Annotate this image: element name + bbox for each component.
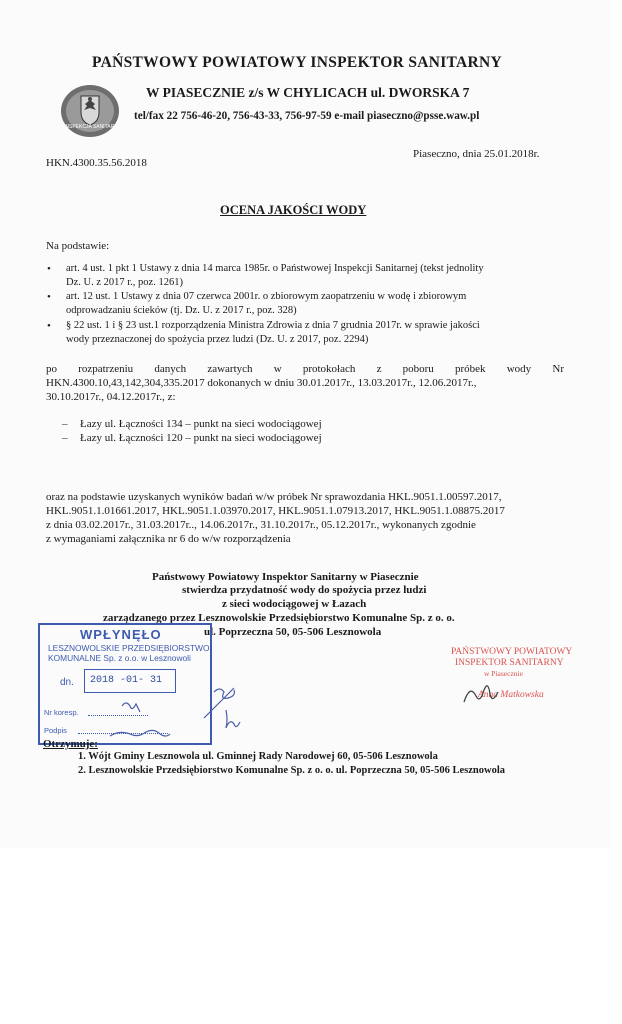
recipients-label: Otrzymuje: (43, 738, 98, 750)
sampling-point-2: Łazy ul. Łączności 120 – punkt na sieci wodociągowej (80, 432, 322, 444)
recipient-2: 2. Lesznowolskie Przedsiębiorstwo Komunalne Sp. z o. o. ul. Poprzeczna 50, 05-506 Lesznowola (78, 765, 505, 776)
header-title: PAŃSTWOWY POWIATOWY INSPEKTOR SANITARNY (92, 54, 503, 71)
results-line1: oraz na podstawie uzyskanych wyników badań w/w próbek Nr sprawozdania HKL.9051.1.00597.2017, (46, 491, 502, 503)
results-line4: z wymaganiami załącznika nr 6 do w/w rozporządzenia (46, 533, 291, 545)
sampling-point-1: Łazy ul. Łączności 134 – punkt na sieci wodociągowej (80, 418, 322, 430)
basis-item-2-line2: odprowadzaniu ścieków (tj. Dz. U. z 2017 r., poz. 328) (66, 305, 297, 316)
decision-line2: stwierdza przydatność wody do spożycia przez ludzi (182, 584, 427, 596)
after-line1: po rozpatrzeniu danych zawartych w protokołach z poboru próbek wody Nr (46, 363, 564, 375)
stamp-podpis-label: Podpis (44, 726, 67, 735)
basis-item-3-line1: § 22 ust. 1 i § 23 ust.1 rozporządzenia Ministra Zdrowia z dnia 7 grudnia 2017r. w sprawie jakości (66, 320, 480, 331)
place-date: Piaseczno, dnia 25.01.2018r. (413, 148, 540, 160)
basis-item-3-line2: wody przeznaczonej do spożycia przez ludzi (Dz. U. z 2017, poz. 2294) (66, 334, 369, 345)
decision-line4: zarządzanego przez Lesznowolskie Przedsiębiorstwo Komunalne Sp. z o. o. (103, 612, 455, 624)
decision-line5: ul. Poprzeczna 50, 05-506 Lesznowola (204, 626, 382, 638)
stamp-date-label: dn. (60, 677, 74, 688)
basis-item-2-line1: art. 12 ust. 1 Ustawy z dnia 07 czerwca 2001r. o zbiorowym zaopatrzeniu w wodę i zbiorowym (66, 291, 467, 302)
results-line2: HKL.9051.1.01661.2017, HKL.9051.1.03970.2017, HKL.9051.1.07913.2017, HKL.9051.1.08875.2017 (46, 505, 505, 517)
inspector-name: Anna Matkowska (478, 690, 544, 700)
basis-intro: Na podstawie: (46, 240, 110, 252)
inspector-stamp-line2: INSPEKTOR SANITARNY (455, 658, 564, 668)
document-page: PAŃSTWOWY POWIATOWY INSPEKTOR SANITARNY INSPEKCJA SANITARNA W PIASECZNIE z/s W CHYLICACH ul. DWORSKA 7 tel/fax 22 756-46-20, 756-43-33, 756-97-59 e-mail piaseczno@psse.waw.pl Piaseczno, dnia 25.01.2018r. HKN.4300.35.56.2018 OCENA JAKOŚCI WODY Na podstawie: • art. 4 ust. 1 pkt 1 Ustawy z dnia 14 marca 1985r. o Państwowej Inspekcji Sanitarnej (tekst jednolity Dz. U. z 2017 r., poz. 1261) • art. 12 ust. 1 Ustawy z dnia 07 czerwca 2001r. o zbiorowym zaopatrzeniu w wodę i zbiorowym odprowadzaniu ścieków (tj. Dz. U. z 2017 r., poz. 328) • § 22 ust. 1 i § 23 ust.1 rozporządzenia Ministra Zdrowia z dnia 7 grudnia 2017r. w sprawie jakości wody przeznaczonej do spożycia przez ludzi (Dz. U. z 2017, poz. 2294) po rozpatrzeniu danych zawartych w protokołach z poboru próbek wody Nr HKN.4300.10,43,142,304,335.2017 dokonanych w dniu 30.01.2017r., 13.03.2017r., 12.06.2017r., 30.10.2017r., 04.12.2017r., z: – Łazy ul. Łączności 134 – punkt na sieci wodociągowej – Łazy ul. Łączności 120 – punkt na sieci wodociągowej oraz na podstawie uzyskanych wyników badań w/w próbek Nr sprawozdania HKL.9051.1.00597.2017, HKL.9051.1.01661.2017, HKL.9051.1.03970.2017, HKL.9051.1.07913.2017, HKL.9051.1.08875.2017 z dnia 03.02.2017r., 31.03.2017r.., 14.06.2017r., 31.10.2017r., 05.12.2017r., wykonanych zgodnie z wymaganiami załącznika nr 6 do w/w rozporządzenia Państwowy Powiatowy Inspektor Sanitarny w Piasecznie stwierdza przydatność wody do spożycia przez ludzi z sieci wodociągowej w Łazach zarządzanego przez Lesznowolskie Przedsiębiorstwo Komunalne Sp. z o. o. ul. Poprzeczna 50, 05-506 Lesznowola WPŁYNĘŁO LESZNOWOLSKIE PRZEDSIĘBIORSTWO KOMUNALNE Sp. z o.o. w Lesznowoli dn. 2018 -01- 31 Nr koresp. Podpis PAŃSTWOWY POWIATOWY INSPEKTOR SANITARNY w Piasecznie Anna Matkowska Otrzymuje: 1. Wójt Gminy Lesznowola ul. Gminnej Rady Narodowej 60, 05-506 Lesznowola 2. Lesznowolskie Przedsiębiorstwo Komunalne Sp. z o. o. ul. Poprzeczna 50, 05-506 Lesznowola (0, 0, 610, 848)
inspector-stamp-line1: PAŃSTWOWY POWIATOWY (451, 647, 573, 657)
basis-item-1-line1: art. 4 ust. 1 pkt 1 Ustawy z dnia 14 marca 1985r. o Państwowej Inspekcji Sanitarnej (tekst jednolity (66, 263, 484, 274)
recipient-1: 1. Wójt Gminy Lesznowola ul. Gminnej Rady Narodowej 60, 05-506 Lesznowola (78, 751, 438, 762)
inspector-signature (460, 680, 520, 710)
bullet-icon: • (47, 263, 51, 275)
handwritten-signature (84, 680, 264, 760)
basis-item-1-line2: Dz. U. z 2017 r., poz. 1261) (66, 277, 183, 288)
stamp-org-line2: KOMUNALNE Sp. z o.o. w Lesznowoli (48, 653, 191, 663)
decision-line1: Państwowy Powiatowy Inspektor Sanitarny w Piasecznie (152, 571, 419, 583)
bullet-icon: • (47, 320, 51, 332)
bullet-icon: • (47, 291, 51, 303)
results-line3: z dnia 03.02.2017r., 31.03.2017r.., 14.06.2017r., 31.10.2017r., 05.12.2017r., wykonanych zgodnie (46, 519, 476, 531)
reference-number: HKN.4300.35.56.2018 (46, 157, 147, 169)
decision-line3: z sieci wodociągowej w Łazach (222, 598, 367, 610)
after-line3: 30.10.2017r., 04.12.2017r., z: (46, 391, 176, 403)
stamp-koresp-label: Nr koresp. (44, 708, 79, 717)
logo-caption: INSPEKCJA SANITARNA (64, 124, 122, 130)
sanitary-inspection-logo (60, 84, 120, 138)
stamp-date: 2018 -01- 31 (90, 675, 163, 686)
after-line2: HKN.4300.10,43,142,304,335.2017 dokonanych w dniu 30.01.2017r., 13.03.2017r., 12.06.2017r., (46, 377, 477, 389)
inspector-stamp-line3: w Piasecznie (484, 669, 523, 678)
header-contact: tel/fax 22 756-46-20, 756-43-33, 756-97-59 e-mail piaseczno@psse.waw.pl (134, 110, 480, 122)
stamp-title: WPŁYNĘŁO (80, 627, 162, 642)
stamp-org-line1: LESZNOWOLSKIE PRZEDSIĘBIORSTWO (48, 643, 210, 653)
document-title: OCENA JAKOŚCI WODY (220, 203, 367, 217)
header-subtitle: W PIASECZNIE z/s W CHYLICACH ul. DWORSKA 7 (146, 85, 470, 100)
